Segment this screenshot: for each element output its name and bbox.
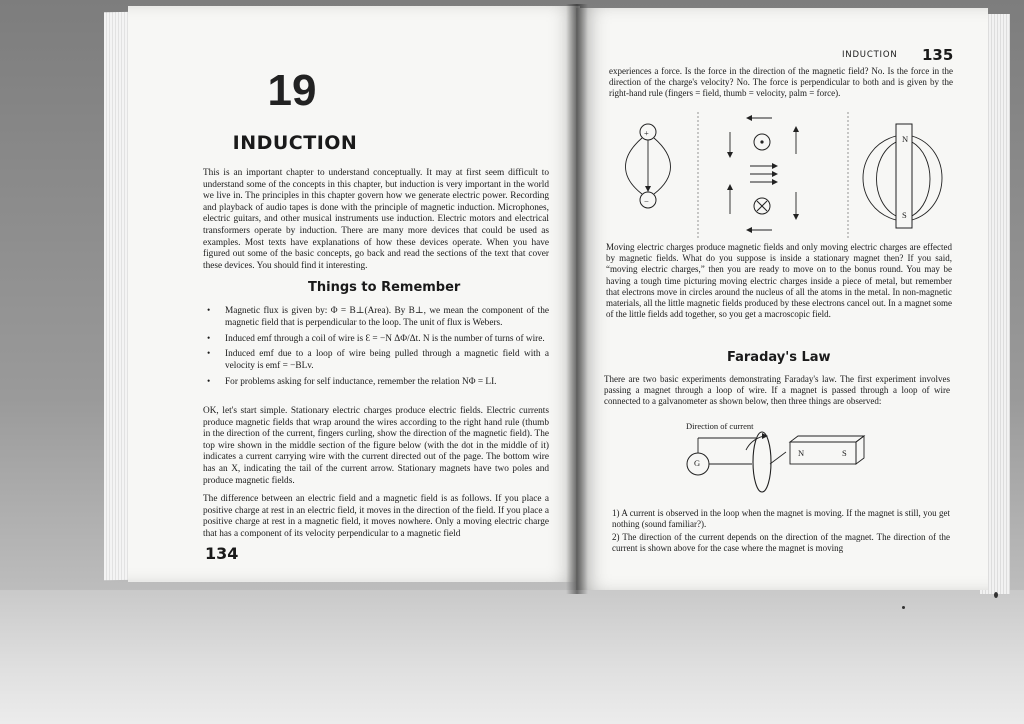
page-number-left: 134 (205, 544, 239, 563)
wire-loop-icon (753, 432, 771, 492)
list-item: • Induced emf due to a loop of wire being pulled through a magnetic field with a velocity is emf = −BLv. (207, 349, 549, 373)
galvanometer-svg (676, 420, 896, 500)
chapter-number: 19 (267, 66, 317, 115)
field-diagram-svg (612, 112, 952, 242)
south-label: S (902, 210, 907, 220)
running-head: INDUCTION (842, 50, 898, 60)
page-number-right: 135 (922, 46, 954, 64)
direction-of-current-label: Direction of current (686, 421, 754, 431)
plus-label: + (644, 128, 649, 138)
intro-paragraph: This is an important chapter to understand conceptually. It may at first seem difficult to understand some of the concepts in this chapter, but induction is very important in the world we live in. The principles in this chapter govern how we generate electric power. Recording and playback of audio tapes is done with the principle of magnetic induction. Microphones, electric guitars, and other musical instruments use induction. Electric motors and electrical transformers operate by induction. There are many more devices that could be used as examples. Most texts have explanations of how these devices operate. When you have figured out some of the basic concepts, go back and read the sections of the text that cover these devices. You should find it interesting. (203, 168, 549, 271)
fields-paragraph: OK, let's start simple. Stationary electric charges produce electric fields. Electric currents produce magnetic fields that wrap around the wires according to the right hand rule (thumb in the direction of the current, fingers curling, show the direction of the magnetic field). The top wire shown in the middle section of the figure below (with the dot in the middle of it) indicates a current carrying wire with the current directed out of the page. The bottom wire has an X, indicating the tail of the current arrow. Stationary magnets have two poles and produce magnetic fields. (203, 406, 549, 486)
magnet-north-label: N (798, 448, 805, 458)
book-gutter (566, 4, 588, 594)
force-paragraph: experiences a force. Is the force in the direction of the magnetic field? No. Is the force in the direction of the charge's velocity? No. The force is perpendicular to both and is given by the right-hand rule (fingers = field, thumb = velocity, palm = force). (609, 66, 953, 98)
magnet-south-label: S (842, 448, 847, 458)
list-item: • For problems asking for self inductance, remember the relation NΦ = LI. (207, 377, 549, 389)
observation-2: 2) The direction of the current depends on the direction of the magnet. The direction of the current is shown above for the case where the magnet is moving (612, 532, 950, 553)
scanner-surface (0, 590, 1024, 724)
list-item: • Magnetic flux is given by: Φ = B⊥(Area). By B⊥, we mean the component of the magnetic field that is perpendicular to the loop. The unit of flux is Webers. (207, 306, 549, 330)
north-label: N (902, 134, 909, 144)
faraday-paragraph: There are two basic experiments demonstrating Faraday's law. The first experiment involves passing a magnet through a loop of wire. If a magnet is passed through a loop of wire connected to a galvanometer as shown below, then three things are observed: (604, 374, 950, 406)
list-item: • Induced emf through a coil of wire is Ɛ = −N ΔΦ/Δt. N is the number of turns of wire. (207, 334, 549, 346)
remember-list (207, 306, 549, 393)
scan-speck (994, 592, 998, 598)
chapter-title: INDUCTION (232, 132, 358, 154)
difference-paragraph: The difference between an electric field and a magnetic field is as follows. If you place a positive charge at rest in an electric field, it moves in the direction of the field. If you place a positive charge at rest in a magnetic field, it moves nowhere. Only a moving electric charge that has a component of its velocity perpendicular to a magnetic field (203, 494, 549, 539)
observation-1: 1) A current is observed in the loop when the magnet is moving. If the magnet is still, you get nothing (sound familiar?). (612, 508, 950, 529)
moving-charges-paragraph: Moving electric charges produce magnetic fields and only moving electric charges are effected by magnetic fields. What do you suppose is inside a stationary magnet then? If you said, “moving electric charges,” then you are ready to move on to the bonus round. You may be having a tough time picturing moving electric charges inside a piece of metal, but remember that electrons move in circles around the nucleus of all the atoms in the metal. In non-magnetic materials, all the little magnetic fields produced by these electrons cancel out. In a magnet some of the little fields add together, so you get a macroscopic field. (606, 242, 952, 320)
galvanometer-label: G (694, 458, 701, 468)
faradays-law-heading: Faraday's Law (727, 350, 831, 365)
things-to-remember-heading: Things to Remember (308, 280, 461, 295)
minus-label: − (644, 196, 649, 206)
scan-speck (902, 606, 905, 609)
